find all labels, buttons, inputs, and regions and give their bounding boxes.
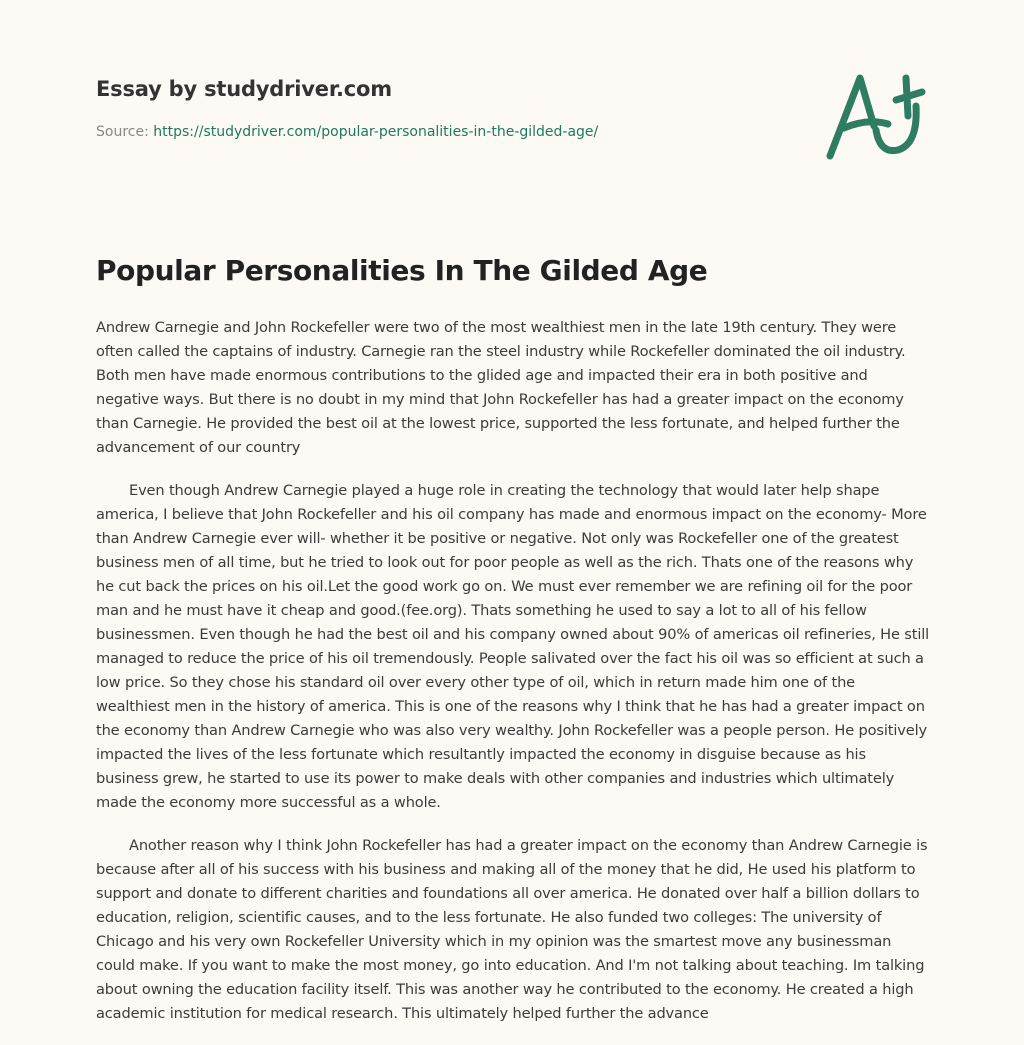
a-plus-logo-icon xyxy=(818,66,933,166)
essay-body xyxy=(96,316,932,1045)
source-link[interactable]: https://studydriver.com/popular-personalities-in-the-gilded-age/ xyxy=(153,124,599,140)
source-line xyxy=(96,124,598,140)
essay-paragraph: Andrew Carnegie and John Rockefeller were two of the most wealthiest men in the late 19th century. They were often called the captains of industry. Carnegie ran the steel industry while Rockefeller dominated the oil industry. Both men have made enormous contributions to the glided age and impacted their era in both positive and negative ways. But there is no doubt in my mind that John Rockefeller has had a greater impact on the economy than Carnegie. He provided the best oil at the lowest price, supported the less fortunate, and helped further the advancement of our country xyxy=(96,319,906,456)
source-label: Source: xyxy=(96,124,149,140)
site-brand: Essay by studydriver.com xyxy=(96,77,392,101)
essay-paragraph: Even though Andrew Carnegie played a huge role in creating the technology that would later help shape america, I believe that John Rockefeller and his oil company has made and enormous impact on the economy- More than Andrew Carnegie ever will- whether it be positive or negative. Not only was Rockefeller one of the greatest business men of all time, but he tried to look out for poor people as well as the rich. Thats one of the reasons why he cut back the prices on his oil.Let the good work go on. We must ever remember we are refining oil for the poor man and he must have it cheap and good.(fee.org). Thats something he used to say a lot to all of his fellow businessmen. Even though he had the best oil and his company owned about 90% of americas oil refineries, He still managed to reduce the price of his oil tremendously. People salivated over the fact his oil was so efficient at such a low price. So they chose his standard oil over every other type of oil, which in return made him one of the wealthiest men in the history of america. This is one of the reasons why I think that he has had a greater impact on the economy than Andrew Carnegie who was also very wealthy. John Rockefeller was a people person. He positively impacted the lives of the less fortunate which resultantly impacted the economy in disguise because as his business grew, he started to use its power to make deals with other companies and industries which ultimately made the economy more successful as a whole. xyxy=(96,482,930,811)
essay-paragraph: Another reason why I think John Rockefeller has had a greater impact on the economy than Andrew Carnegie is because after all of his success with his business and making all of the money that he did, He used his platform to support and donate to different charities and foundations all over america. He donated over half a billion dollars to education, religion, scientific causes, and to the less fortunate. He also funded two colleges: The university of Chicago and his very own Rockefeller University which in my opinion was the smartest move any businessman could make. If you want to make the most money, go into education. And I'm not talking about teaching. Im talking about owning the education facility itself. This was another way he contributed to the economy. He created a high academic institution for medical research. This ultimately helped further the advance xyxy=(96,837,928,1022)
essay-title: Popular Personalities In The Gilded Age xyxy=(96,254,708,287)
